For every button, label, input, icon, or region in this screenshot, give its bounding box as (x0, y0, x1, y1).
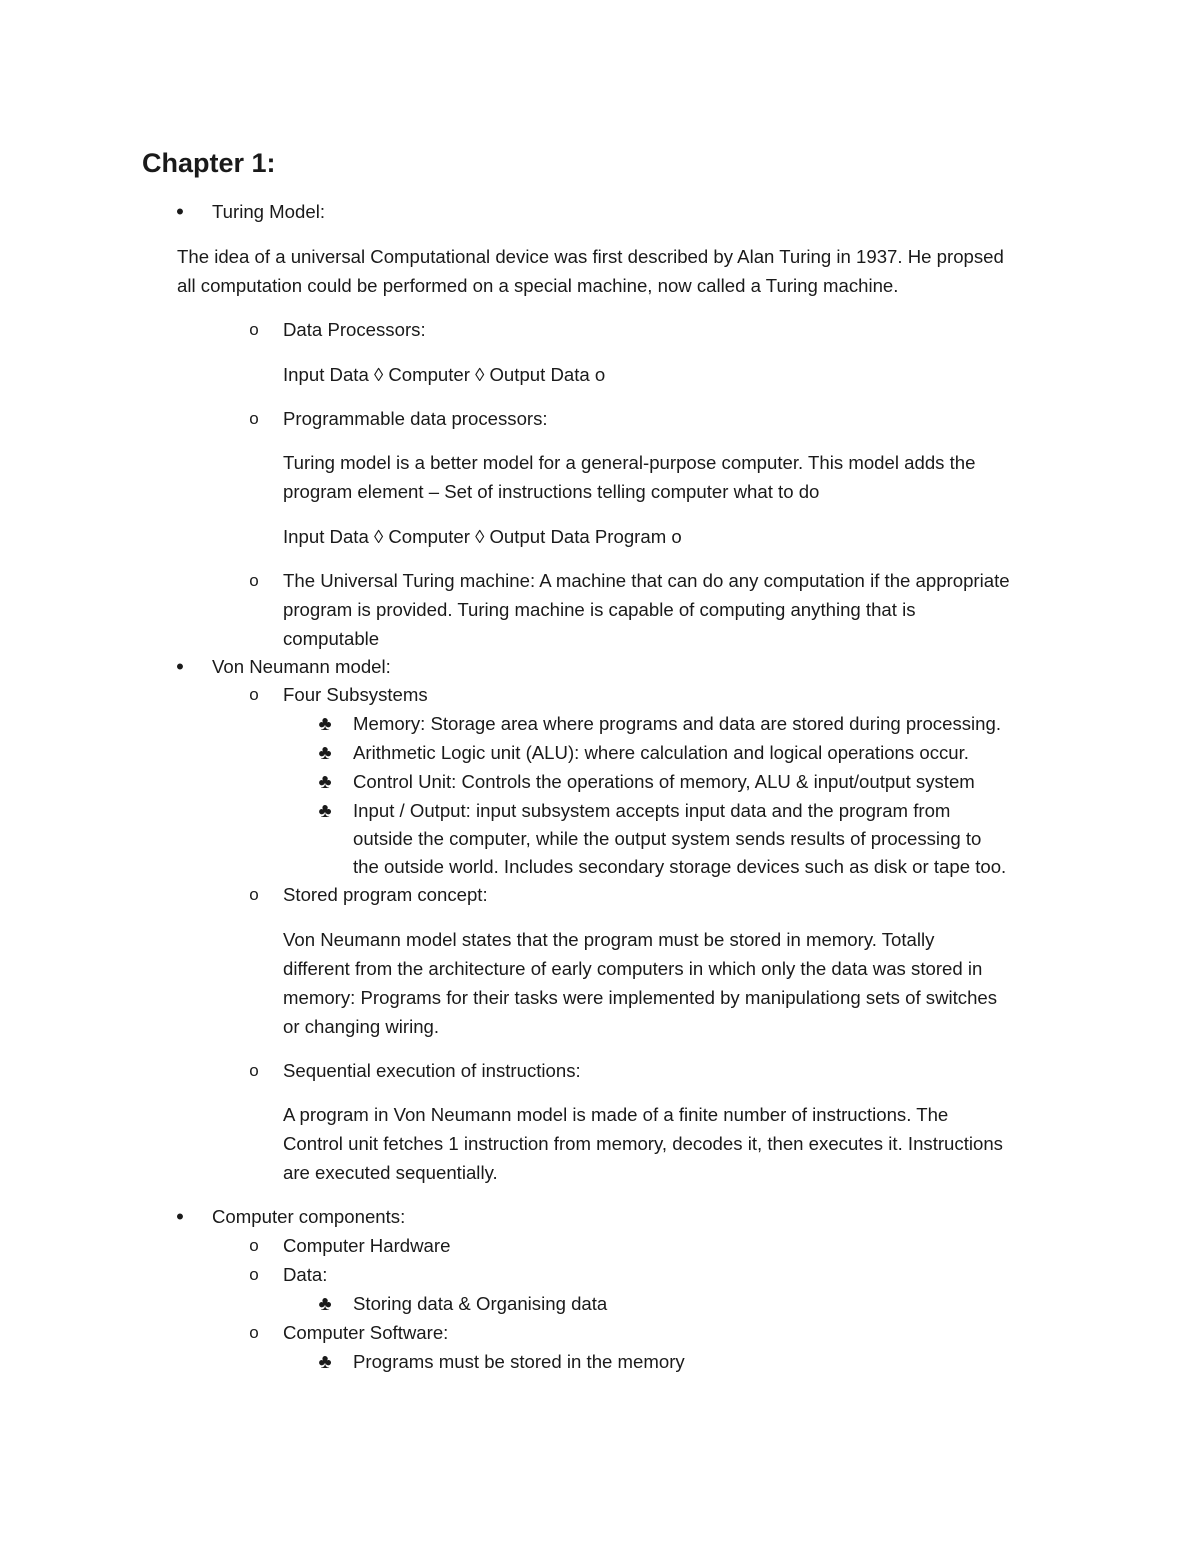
universal-turing-line-2: program is provided. Turing machine is capable of computing anything that is (283, 599, 916, 620)
sequential-line-3: are executed sequentially. (283, 1162, 498, 1183)
sequential-line-1: A program in Von Neumann model is made of a finite number of instructions. The (283, 1104, 949, 1125)
data-processors-flow: Input Data ◊ Computer ◊ Output Data o (283, 364, 606, 385)
club-bullet-icon: ♣ (318, 1351, 332, 1373)
sub-bullet-marker: o (249, 1236, 259, 1255)
club-bullet-icon: ♣ (318, 1293, 332, 1315)
sub-bullet-marker: o (249, 885, 259, 904)
sub-bullet-marker: o (249, 1265, 259, 1284)
software-item: Programs must be stored in the memory (353, 1351, 685, 1372)
turing-model-heading: Turing Model: (212, 201, 325, 222)
four-subsystems-label: Four Subsystems (283, 684, 428, 705)
turing-intro-line-2: all computation could be performed on a special machine, now called a Turing machine. (177, 275, 899, 296)
programmable-desc-line-1: Turing model is a better model for a general-purpose computer. This model adds the (283, 452, 976, 473)
computer-software-label: Computer Software: (283, 1322, 449, 1343)
bullet-marker: • (176, 654, 184, 679)
sub-bullet-marker: o (249, 571, 259, 590)
data-item: Storing data & Organising data (353, 1293, 608, 1314)
bullet-marker: • (176, 199, 184, 224)
data-label: Data: (283, 1264, 328, 1285)
universal-turing-line-1: The Universal Turing machine: A machine that can do any computation if the appropriate (283, 570, 1010, 591)
stored-program-line-1: Von Neumann model states that the program must be stored in memory. Totally (283, 929, 935, 950)
programmable-flow: Input Data ◊ Computer ◊ Output Data Program o (283, 526, 682, 547)
stored-program-line-3: memory: Programs for their tasks were implemented by manipulationg sets of switches (283, 987, 998, 1008)
turing-intro-line-1: The idea of a universal Computational device was first described by Alan Turing in 1937. He propsed (177, 246, 1004, 267)
programmable-label: Programmable data processors: (283, 408, 548, 429)
stored-program-line-2: different from the architecture of early computers in which only the data was stored in (283, 958, 983, 979)
alu-item: Arithmetic Logic unit (ALU): where calculation and logical operations occur. (353, 742, 969, 763)
memory-item: Memory: Storage area where programs and data are stored during processing. (353, 713, 1002, 734)
sub-bullet-marker: o (249, 1061, 259, 1080)
io-item-line-1: Input / Output: input subsystem accepts input data and the program from (353, 800, 951, 821)
sub-bullet-marker: o (249, 320, 259, 339)
sub-bullet-marker: o (249, 1323, 259, 1342)
chapter-title: Chapter 1: (142, 148, 276, 178)
bullet-marker: • (176, 1204, 184, 1229)
data-processors-label: Data Processors: (283, 319, 426, 340)
stored-program-line-4: or changing wiring. (283, 1016, 440, 1037)
von-neumann-heading: Von Neumann model: (212, 656, 391, 677)
universal-turing-line-3: computable (283, 628, 380, 649)
sequential-line-2: Control unit fetches 1 instruction from memory, decodes it, then executes it. Instructions (283, 1133, 1003, 1154)
club-bullet-icon: ♣ (318, 800, 332, 822)
control-unit-item: Control Unit: Controls the operations of memory, ALU & input/output system (353, 771, 975, 792)
io-item-line-3: the outside world. Includes secondary storage devices such as disk or tape too. (353, 856, 1007, 877)
sub-bullet-marker: o (249, 685, 259, 704)
sub-bullet-marker: o (249, 409, 259, 428)
club-bullet-icon: ♣ (318, 713, 332, 735)
stored-program-label: Stored program concept: (283, 884, 488, 905)
club-bullet-icon: ♣ (318, 742, 332, 764)
programmable-desc-line-2: program element – Set of instructions telling computer what to do (283, 481, 820, 502)
sequential-label: Sequential execution of instructions: (283, 1060, 581, 1081)
io-item-line-2: outside the computer, while the output system sends results of processing to (353, 828, 982, 849)
club-bullet-icon: ♣ (318, 771, 332, 793)
computer-components-heading: Computer components: (212, 1206, 406, 1227)
computer-hardware-item: Computer Hardware (283, 1235, 451, 1256)
